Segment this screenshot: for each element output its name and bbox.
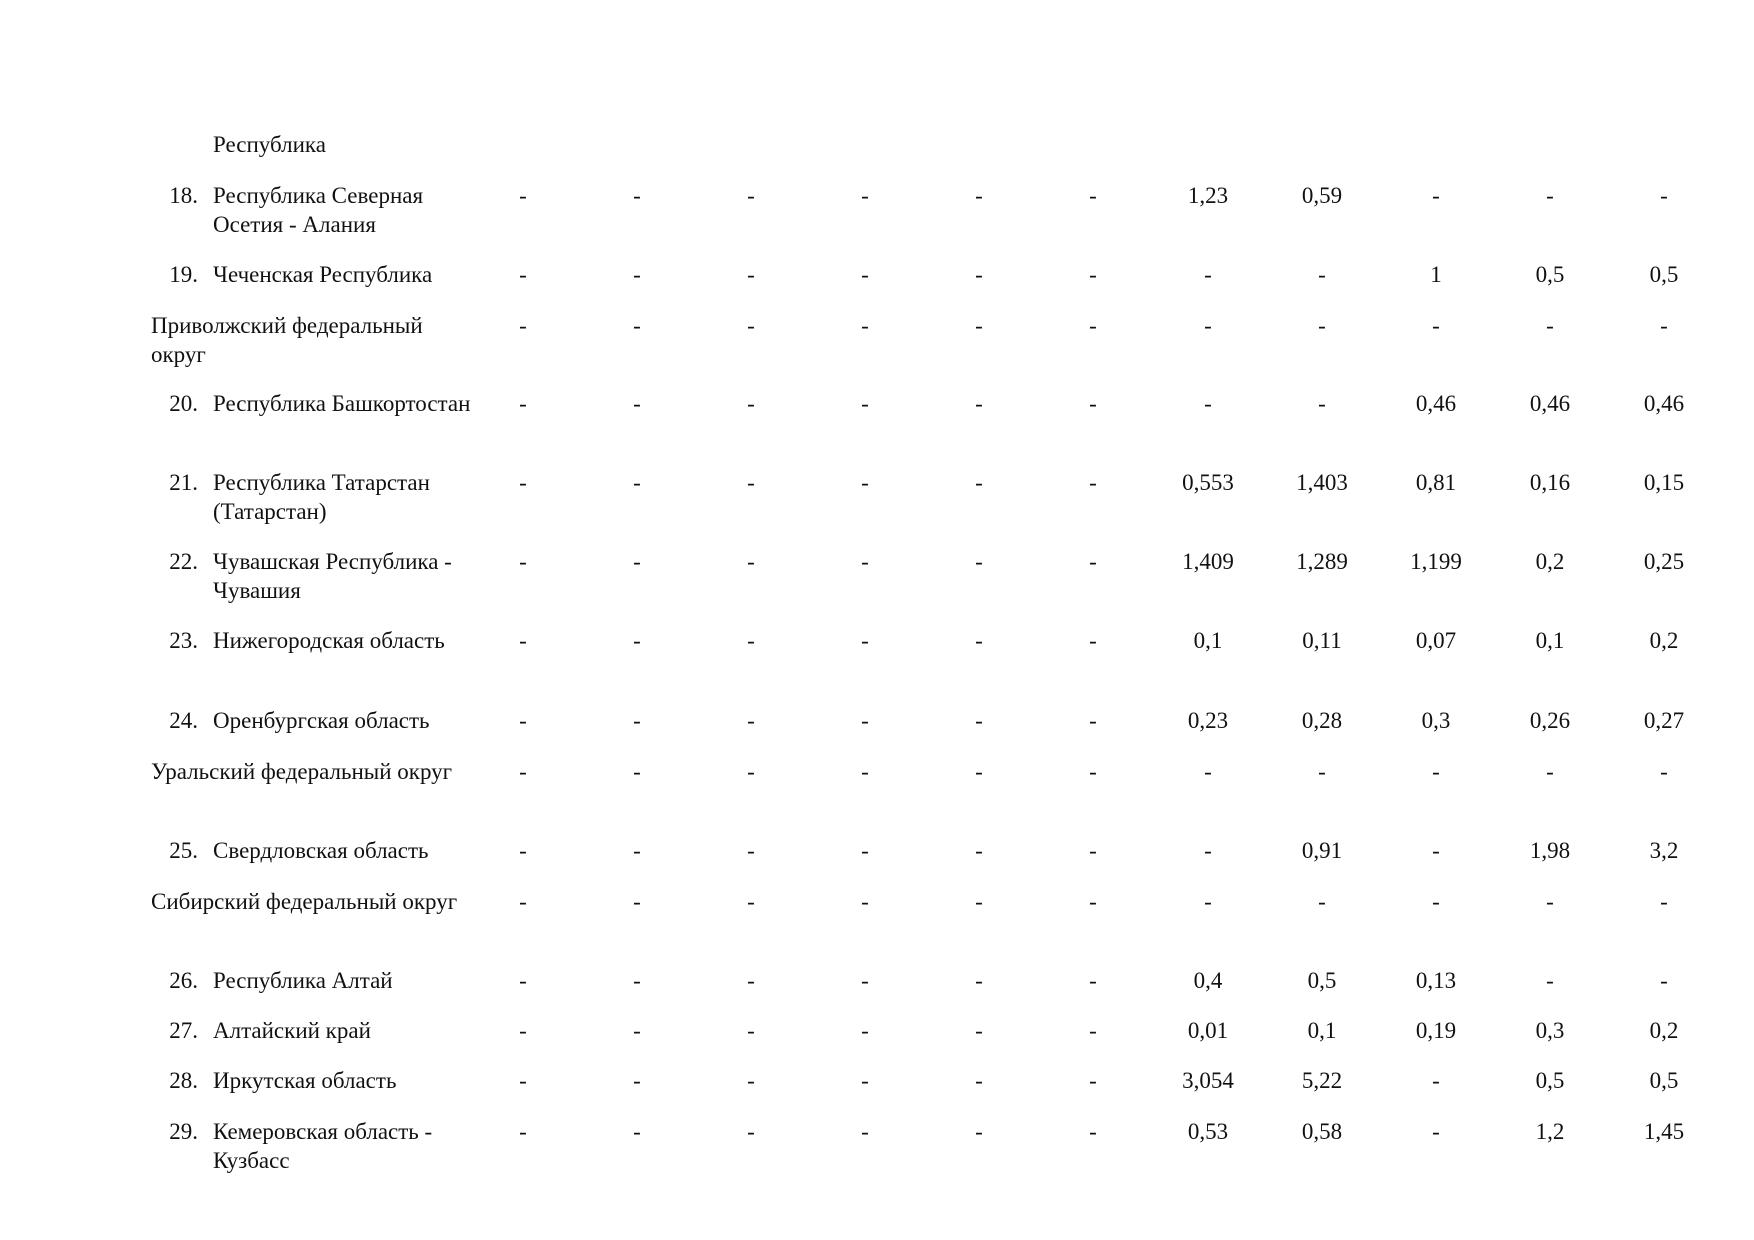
value-cell: 0,2 (1649, 628, 1679, 653)
value-cell: - (1204, 889, 1212, 914)
value-cell: - (747, 838, 755, 863)
value-cell: 0,26 (1529, 708, 1571, 733)
value-cell: 0,53 (1187, 1119, 1229, 1144)
value-cell: - (1318, 313, 1326, 338)
value-cell: 0,11 (1302, 628, 1342, 653)
value-cell: 0,23 (1187, 708, 1229, 733)
value-cell: 1,409 (1182, 549, 1234, 574)
value-cell: - (1432, 889, 1440, 914)
row-number: 19. (169, 262, 198, 287)
value-cell: - (1546, 968, 1554, 993)
value-cell: - (861, 628, 869, 653)
value-cell: - (975, 838, 983, 863)
value-cell: 0,81 (1415, 470, 1457, 495)
value-cell: - (747, 628, 755, 653)
value-cell: - (861, 313, 869, 338)
row-number: 26. (169, 968, 198, 993)
value-cell: 1,2 (1535, 1119, 1565, 1144)
value-cell: 0,16 (1529, 470, 1571, 495)
value-cell: - (975, 262, 983, 287)
value-cell: - (519, 549, 527, 574)
value-cell: 0,1 (1307, 1018, 1337, 1043)
value-cell: - (1089, 708, 1097, 733)
value-cell: 0,4 (1193, 968, 1223, 993)
value-cell: 0,27 (1643, 708, 1685, 733)
district-name: Уральский федеральный округ (151, 759, 453, 784)
value-cell: - (1546, 313, 1554, 338)
row-number: 28. (169, 1068, 198, 1093)
value-cell: - (861, 759, 869, 784)
value-cell: - (975, 549, 983, 574)
value-cell: - (519, 759, 527, 784)
value-cell: 0,13 (1415, 968, 1457, 993)
value-cell: - (861, 183, 869, 208)
value-cell: - (1660, 313, 1668, 338)
value-cell: 1,98 (1529, 838, 1571, 863)
district-name: Сибирский федеральный округ (151, 889, 458, 914)
value-cell: - (1432, 313, 1440, 338)
value-cell: - (1204, 262, 1212, 287)
value-cell: - (1089, 759, 1097, 784)
value-cell: 0,5 (1307, 968, 1337, 993)
value-cell: 0,59 (1301, 183, 1343, 208)
value-cell: 0,5 (1649, 262, 1679, 287)
row-number: 20. (169, 391, 198, 416)
value-cell: - (1546, 183, 1554, 208)
value-cell: 0,553 (1182, 470, 1234, 495)
value-cell: - (747, 470, 755, 495)
value-cell: - (861, 1068, 869, 1093)
value-cell: 5,22 (1301, 1068, 1343, 1093)
value-cell: 1 (1430, 262, 1442, 287)
row-number: 21. (169, 470, 198, 495)
value-cell: - (747, 391, 755, 416)
value-cell: - (861, 549, 869, 574)
value-cell: - (1089, 391, 1097, 416)
value-cell: - (633, 889, 641, 914)
value-cell: 0,1 (1535, 628, 1565, 653)
value-cell: - (1432, 1119, 1440, 1144)
region-name: Нижегородская область (213, 628, 445, 653)
value-cell: 0,91 (1301, 838, 1343, 863)
value-cell: - (861, 968, 869, 993)
region-name: Алтайский край (213, 1018, 371, 1043)
value-cell: - (1089, 1068, 1097, 1093)
value-cell: - (861, 889, 869, 914)
value-cell: - (633, 262, 641, 287)
value-cell: - (1089, 1018, 1097, 1043)
value-cell: - (975, 313, 983, 338)
value-cell: - (975, 759, 983, 784)
value-cell: 1,45 (1643, 1119, 1685, 1144)
value-cell: 0,25 (1643, 549, 1685, 574)
value-cell: - (1318, 262, 1326, 287)
value-cell: - (1432, 838, 1440, 863)
value-cell: 1,23 (1187, 183, 1229, 208)
value-cell: - (633, 1018, 641, 1043)
value-cell: - (519, 262, 527, 287)
value-cell: 0,3 (1535, 1018, 1565, 1043)
row-number: 29. (169, 1119, 198, 1144)
region-name: Республика Татарстан (Татарстан) (213, 470, 430, 524)
value-cell: - (747, 183, 755, 208)
value-cell: - (1204, 391, 1212, 416)
value-cell: - (1089, 968, 1097, 993)
value-cell: - (861, 391, 869, 416)
value-cell: - (861, 470, 869, 495)
value-cell: - (747, 708, 755, 733)
value-cell: - (519, 628, 527, 653)
value-cell: 0,1 (1193, 628, 1223, 653)
value-cell: - (1660, 759, 1668, 784)
value-cell: - (633, 968, 641, 993)
value-cell: - (519, 183, 527, 208)
value-cell: - (747, 1068, 755, 1093)
value-cell: - (1318, 759, 1326, 784)
value-cell: 0,15 (1643, 470, 1685, 495)
row-number: 22. (169, 549, 198, 574)
value-cell: 0,5 (1535, 262, 1565, 287)
value-cell: - (975, 628, 983, 653)
value-cell: - (975, 708, 983, 733)
row-number: 23. (169, 628, 198, 653)
value-cell: - (861, 1119, 869, 1144)
value-cell: - (1660, 183, 1668, 208)
row-number: 18. (169, 183, 198, 208)
value-cell: - (633, 313, 641, 338)
value-cell: 0,46 (1643, 391, 1685, 416)
value-cell: - (1089, 549, 1097, 574)
value-cell: - (633, 1068, 641, 1093)
value-cell: - (1660, 968, 1668, 993)
value-cell: - (1089, 889, 1097, 914)
value-cell: - (633, 759, 641, 784)
value-cell: - (747, 968, 755, 993)
value-cell: 0,46 (1415, 391, 1457, 416)
value-cell: - (519, 968, 527, 993)
value-cell: - (633, 470, 641, 495)
value-cell: - (975, 1018, 983, 1043)
value-cell: 1,289 (1296, 549, 1348, 574)
value-cell: 0,58 (1301, 1119, 1343, 1144)
region-name: Республика Северная Осетия - Алания (213, 183, 424, 237)
value-cell: 1,403 (1296, 470, 1348, 495)
value-cell: - (747, 262, 755, 287)
value-cell: - (1089, 838, 1097, 863)
value-cell: 0,2 (1535, 549, 1565, 574)
value-cell: - (633, 1119, 641, 1144)
region-name: Оренбургская область (213, 708, 430, 733)
value-cell: - (747, 1018, 755, 1043)
district-name: Приволжский федеральный округ (151, 313, 423, 367)
region-name: Чеченская Республика (213, 262, 433, 287)
value-cell: 0,2 (1649, 1018, 1679, 1043)
value-cell: - (633, 838, 641, 863)
row-number: 24. (169, 708, 198, 733)
value-cell: 0,3 (1421, 708, 1451, 733)
region-name: Кемеровская область - Кузбасс (213, 1119, 433, 1173)
row-number: 25. (169, 838, 198, 863)
value-cell: 0,5 (1649, 1068, 1679, 1093)
value-cell: - (975, 391, 983, 416)
continuation-text: Республика (213, 132, 326, 157)
value-cell: - (747, 549, 755, 574)
value-cell: - (633, 183, 641, 208)
value-cell: - (519, 838, 527, 863)
value-cell: - (519, 1068, 527, 1093)
value-cell: - (975, 470, 983, 495)
value-cell: 3,054 (1182, 1068, 1234, 1093)
value-cell: - (519, 1018, 527, 1043)
value-cell: - (975, 968, 983, 993)
value-cell: - (1089, 313, 1097, 338)
value-cell: - (861, 708, 869, 733)
region-name: Чувашская Республика - Чувашия (213, 549, 452, 603)
value-cell: - (519, 313, 527, 338)
row-number: 27. (169, 1018, 198, 1043)
value-cell: - (747, 313, 755, 338)
value-cell: - (747, 759, 755, 784)
value-cell: 1,199 (1410, 549, 1462, 574)
value-cell: - (1432, 183, 1440, 208)
value-cell: 3,2 (1649, 838, 1679, 863)
value-cell: - (633, 708, 641, 733)
value-cell: 0,01 (1187, 1018, 1229, 1043)
value-cell: - (1089, 1119, 1097, 1144)
value-cell: - (975, 1119, 983, 1144)
value-cell: - (1660, 889, 1668, 914)
value-cell: - (633, 549, 641, 574)
value-cell: - (1204, 838, 1212, 863)
value-cell: - (1432, 759, 1440, 784)
value-cell: - (1546, 759, 1554, 784)
value-cell: - (747, 889, 755, 914)
region-name: Иркутская область (213, 1068, 397, 1093)
value-cell: - (975, 889, 983, 914)
value-cell: - (975, 1068, 983, 1093)
value-cell: 0,46 (1529, 391, 1571, 416)
value-cell: - (1432, 1068, 1440, 1093)
value-cell: - (975, 183, 983, 208)
region-name: Свердловская область (213, 838, 429, 863)
value-cell: - (1089, 262, 1097, 287)
region-name: Республика Алтай (213, 968, 393, 993)
value-cell: - (1204, 313, 1212, 338)
value-cell: - (633, 628, 641, 653)
value-cell: 0,5 (1535, 1068, 1565, 1093)
value-cell: - (519, 708, 527, 733)
region-name: Республика Башкортостан (213, 391, 471, 416)
value-cell: - (1204, 759, 1212, 784)
value-cell: - (633, 391, 641, 416)
value-cell: - (519, 889, 527, 914)
value-cell: - (861, 262, 869, 287)
value-cell: - (1318, 889, 1326, 914)
value-cell: - (1318, 391, 1326, 416)
value-cell: - (861, 1018, 869, 1043)
value-cell: 0,28 (1301, 708, 1343, 733)
value-cell: - (519, 391, 527, 416)
value-cell: - (1089, 628, 1097, 653)
value-cell: 0,07 (1415, 628, 1457, 653)
value-cell: - (519, 1119, 527, 1144)
value-cell: 0,19 (1415, 1018, 1457, 1043)
value-cell: - (1089, 183, 1097, 208)
value-cell: - (747, 1119, 755, 1144)
value-cell: - (519, 470, 527, 495)
value-cell: - (861, 838, 869, 863)
value-cell: - (1089, 470, 1097, 495)
value-cell: - (1546, 889, 1554, 914)
